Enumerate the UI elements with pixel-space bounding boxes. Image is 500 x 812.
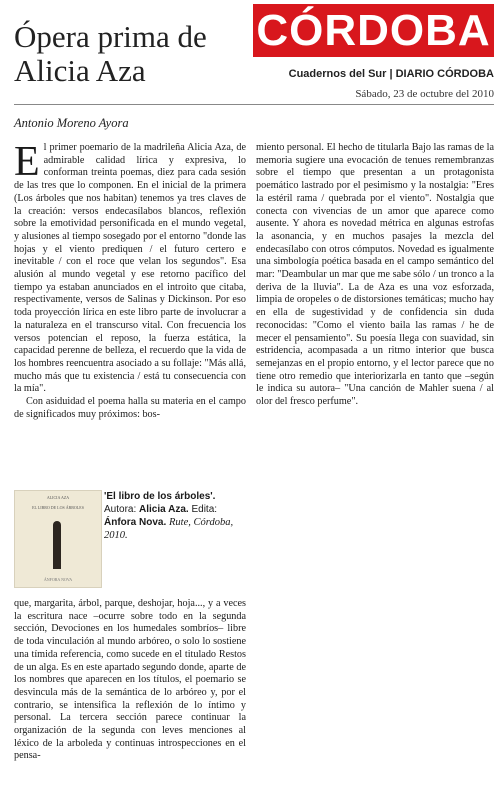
book-cover-image bbox=[14, 490, 102, 588]
paragraph: El primer poemario de la madrileña Alicia Aza, de admirable calidad lírica y expresiva, lo conforman treinta poemas, diez para cada sesión de las tres que lo componen. En el inicial de la primera (Los árboles que nos habitan) tenemos ya tres claves de la creación: versos endecasílabos blancos, reflexión sobre la emotividad personificada en el mundo vegetal, y alusiones al tiempo sosegado por el entorno "donde las hojas y el viento prediquen / el futuro certero e inevitable / con el roce que velan los segundos". Esa alusión al mundo vegetal y ese retorno pacífico del tiempo ya estaban anunciados en el introito que citaba, respectivamente, versos de Salinas y Dickinson. Por eso toda proyección lírica en este libro parte de involucrar a la naturaleza en el transcurso vital. Con frecuencia los versos potencian el reposo, la fuerza estática, la capacidad perenne de belleza, el recuerdo que la vida de los hombres reencuentra asociado a su follaje: "Más allá, mucho más que tu existencia / está tu consecuencia con la mía". bbox=[14, 139, 246, 395]
newspaper-logo: CÓRDOBA bbox=[253, 4, 494, 57]
paragraph: miento personal. El hecho de titularla Bajo las ramas de la memoria sugiere una evocación de tenues remembranzas sobre el tiempo que presentan a un protagonista poemático lastrado por el pesimismo y la nostalgia: "Eres la estéril rama / quebrada por el viento". Nostalgia que conecta con vivencias de un amor que aparece como ausente. Y ahora es novedad métrica en algunas estrofas la asonancia, y en muchos pasajes la mezcla del endecasílabo con otros cómputos. Novedad es igualmente una simbología poética basada en el campo semántico del mar: "Deambular un mar que me sabe sólo / un tronco a la deriva de la lluvia". La de Aza es una voz esforzada, limpia de oropeles o de distorsiones temáticas; mucho hay en ella de sugestividad y de confidencia sin duda reconocidas: "Como el viento baila las ramas / he de mecer el pensamiento". Su poesía llega con suavidad, sin estridencia, acompasada a un ritmo interior que busca semejanzas en el propio entorno, y el lector parece que no tiene otro remedio que interiorizarla en tanto que –según le indica su autora– "Una canción de Mahler suena / al olor del fresco perfume". bbox=[256, 142, 494, 408]
book-caption: 'El libro de los árboles'. Autora: Alicia Aza. Edita: Ánfora Nova. Rute, Córdoba, 2010. bbox=[104, 491, 234, 541]
cover-title: EL LIBRO DE LOS ÁRBOLES bbox=[32, 505, 84, 510]
header-divider bbox=[14, 104, 494, 105]
statue-figure-icon bbox=[53, 521, 61, 569]
paragraph: que, margarita, árbol, parque, deshojar, hoja..., y a veces la escritura nace –ocurre sobre todo en la segunda sección, Devociones en los humedales sombríos– libre de toda vinculación al mundo arbóreo, o solo lo sostiene una tímida referencia, como sucede en el titulado Restos de un alga. Es en este apartado segundo donde, aparte de los nombres que aparecen en los títulos, el poemario se desvincula más de la semántica de lo arbóreo y, por el contrario, se intensifica la reflexión de lo íntimo y personal. La tercera sección parece continuar la organización de la segunda con leves menciones al léxico de la arboleda y continuas introspecciones en el pensa- bbox=[14, 598, 246, 762]
article-author: Antonio Moreno Ayora bbox=[14, 116, 129, 130]
publication-date: Sábado, 23 de octubre del 2010 bbox=[355, 88, 494, 100]
cover-publisher: ÁNFORA NOVA bbox=[43, 577, 73, 582]
column-one bbox=[14, 139, 246, 421]
cover-author: ALICIA AZA bbox=[46, 495, 70, 500]
article-title: Ópera prima de Alicia Aza bbox=[14, 19, 207, 88]
column-one-continued bbox=[14, 598, 246, 763]
column-two bbox=[256, 142, 494, 409]
paragraph: Con asiduidad el poema halla su materia en el campo de significados muy próximos: bos- bbox=[14, 396, 246, 420]
publication-name: Cuadernos del Sur | DIARIO CÓRDOBA bbox=[288, 68, 494, 80]
drop-cap: E bbox=[14, 139, 40, 185]
